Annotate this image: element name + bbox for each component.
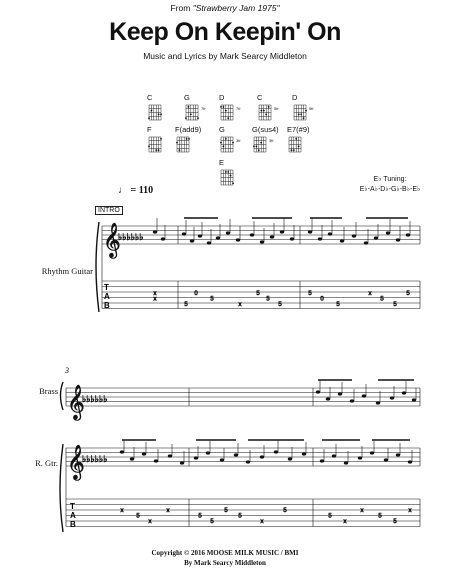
chord-fret-number: 7fr bbox=[236, 106, 241, 111]
chord-name: G bbox=[184, 93, 190, 102]
key-signature: ♭♭♭♭♭♭ bbox=[118, 232, 144, 242]
tab-number: 0 bbox=[194, 291, 198, 297]
brass-bracket bbox=[61, 382, 64, 410]
note-head bbox=[216, 236, 220, 239]
tab-clef-letter: A bbox=[70, 511, 76, 520]
note-head bbox=[260, 455, 264, 458]
chord-name: E bbox=[219, 158, 225, 167]
note-head bbox=[390, 396, 394, 399]
tab-number: 5 bbox=[256, 291, 260, 297]
note-head bbox=[308, 230, 312, 233]
tab-number: 5 bbox=[238, 513, 242, 520]
note-head bbox=[182, 232, 186, 235]
from-prefix: From bbox=[170, 3, 193, 13]
note-head bbox=[406, 233, 410, 236]
note-head bbox=[358, 456, 362, 459]
note-head bbox=[402, 391, 406, 394]
tab-number: x bbox=[120, 508, 124, 514]
note-head bbox=[376, 401, 380, 404]
note-head bbox=[198, 234, 202, 237]
tab-clef-letter: B bbox=[70, 520, 76, 529]
note-head bbox=[180, 461, 184, 464]
instrument-label-r-gtr: R. Gtr. bbox=[35, 458, 58, 468]
note-head bbox=[274, 450, 278, 453]
chord-name: E7(#9) bbox=[287, 125, 310, 134]
note-head bbox=[206, 451, 210, 454]
tempo-marking: ♩ = 110 bbox=[118, 185, 154, 196]
note-head bbox=[207, 241, 211, 244]
tab-number: x bbox=[166, 508, 170, 514]
tab-number: 5 bbox=[278, 302, 282, 308]
note-head bbox=[374, 236, 378, 239]
note-head bbox=[194, 456, 198, 459]
note-head bbox=[154, 459, 158, 462]
chord-name: G(sus4) bbox=[252, 125, 279, 134]
note-head bbox=[396, 453, 400, 456]
note-head bbox=[386, 231, 390, 234]
note-head bbox=[190, 239, 194, 242]
note-head bbox=[142, 452, 146, 455]
note-head bbox=[270, 235, 274, 238]
tab-number: x bbox=[343, 519, 347, 525]
note-head bbox=[328, 232, 332, 235]
note-head bbox=[362, 394, 366, 397]
credits: Music and Lyrics by Mark Searcy Middleton bbox=[143, 51, 307, 61]
tab-number: 5 bbox=[393, 519, 397, 525]
key-signature: ♭♭♭♭♭♭ bbox=[82, 394, 108, 404]
note-head bbox=[408, 460, 412, 463]
tab-number: 5 bbox=[378, 513, 382, 520]
copyright-line-1: Copyright © 2016 MOOSE MILK MUSIC / BMI bbox=[151, 549, 299, 557]
note-head bbox=[302, 452, 306, 455]
chord-name: D bbox=[219, 93, 225, 102]
tab-clef-letter: T bbox=[104, 283, 109, 292]
copyright-line-2: By Mark Searcy Middleton bbox=[184, 559, 266, 567]
chord-fret-number: 3fr bbox=[269, 138, 274, 143]
treble-clef: 𝄞 bbox=[67, 386, 85, 419]
note-head bbox=[370, 451, 374, 454]
treble-clef: 𝄞 bbox=[103, 224, 121, 257]
note-head bbox=[161, 237, 165, 240]
tab-number: 0 bbox=[320, 296, 324, 303]
copyright bbox=[0, 548, 450, 568]
note-head bbox=[226, 231, 230, 234]
key-signature: ♭♭♭♭♭♭ bbox=[82, 454, 108, 464]
chord-fret-number: 3fr bbox=[236, 138, 241, 143]
tab-number: x bbox=[360, 508, 364, 514]
note-head bbox=[332, 454, 336, 457]
note-head bbox=[364, 241, 368, 244]
tab-clef-letter: B bbox=[104, 301, 110, 310]
tab-number: 5 bbox=[210, 519, 214, 525]
tab-number: 5 bbox=[393, 302, 397, 308]
note-head bbox=[318, 237, 322, 240]
note-head bbox=[130, 457, 134, 460]
note-head bbox=[340, 239, 344, 242]
note-head bbox=[246, 460, 250, 463]
note-head bbox=[396, 238, 400, 241]
note-head bbox=[344, 461, 348, 464]
tab-number: 5 bbox=[210, 296, 214, 303]
tuning-label: E♭ Tuning: bbox=[373, 176, 407, 183]
treble-clef: 𝄞 bbox=[67, 446, 85, 479]
tab-number: x bbox=[368, 291, 372, 297]
note-head bbox=[350, 399, 354, 402]
tab-number: 5 bbox=[198, 513, 202, 520]
tab-number: 5 bbox=[136, 513, 140, 520]
tab-number: 5 bbox=[328, 513, 332, 520]
chord-fret-number: 7fr bbox=[201, 106, 206, 111]
tab-number: 5 bbox=[184, 302, 188, 308]
note-head bbox=[280, 230, 284, 233]
tab-number: 5 bbox=[224, 508, 228, 514]
note-head bbox=[220, 458, 224, 461]
chord-name: G bbox=[219, 125, 225, 134]
note-head bbox=[290, 237, 294, 240]
tab-number: x bbox=[260, 519, 264, 525]
tab-clef-letter: A bbox=[104, 292, 110, 301]
note-head bbox=[260, 240, 264, 243]
tab-number: x bbox=[153, 291, 157, 297]
note-head bbox=[288, 457, 292, 460]
note-head bbox=[352, 234, 356, 237]
note-head bbox=[316, 390, 320, 393]
measure-number: 3 bbox=[65, 366, 69, 375]
tab-number: 5 bbox=[380, 296, 384, 303]
tab-number: 5 bbox=[336, 302, 340, 308]
tab-clef-letter: T bbox=[70, 502, 75, 511]
album-name: "Strawberry Jam 1975" bbox=[192, 3, 280, 13]
tab-number: x bbox=[148, 519, 152, 525]
guitar-bracket bbox=[60, 444, 63, 532]
note-head bbox=[384, 458, 388, 461]
note-head bbox=[250, 233, 254, 236]
chord-fret-number: 5fr bbox=[309, 106, 314, 111]
note-head bbox=[412, 398, 416, 401]
system-bracket bbox=[96, 222, 99, 312]
note-head bbox=[120, 450, 124, 453]
tab-number: 5 bbox=[266, 296, 270, 303]
note-head bbox=[326, 397, 330, 400]
tuning-notes: E♭-A♭-D♭-G♭-B♭-E♭ bbox=[359, 186, 421, 193]
tab-number: 5 bbox=[308, 291, 312, 297]
note-head bbox=[234, 453, 238, 456]
tab-number: x bbox=[153, 296, 157, 303]
chord-name: F bbox=[147, 125, 152, 134]
chord-name: F(add9) bbox=[175, 125, 202, 134]
tab-number: 5 bbox=[283, 508, 287, 514]
note-head bbox=[236, 238, 240, 241]
section-label: INTRO bbox=[95, 206, 123, 215]
tab-number: x bbox=[408, 508, 412, 514]
chord-fret-number: 5fr bbox=[274, 106, 279, 111]
chord-name: D bbox=[292, 93, 298, 102]
song-title: Keep On Keepin' On bbox=[109, 18, 341, 46]
note-head bbox=[338, 392, 342, 395]
note-head bbox=[168, 454, 172, 457]
chord-name: C bbox=[147, 93, 153, 102]
note-head bbox=[153, 230, 157, 233]
tab-number: 5 bbox=[406, 291, 410, 297]
chord-name: C bbox=[257, 93, 263, 102]
note-head bbox=[320, 459, 324, 462]
instrument-label-brass: Brass bbox=[39, 386, 58, 396]
tab-number: x bbox=[238, 302, 242, 308]
instrument-label-rhythm-guitar: Rhythm Guitar bbox=[41, 266, 93, 276]
